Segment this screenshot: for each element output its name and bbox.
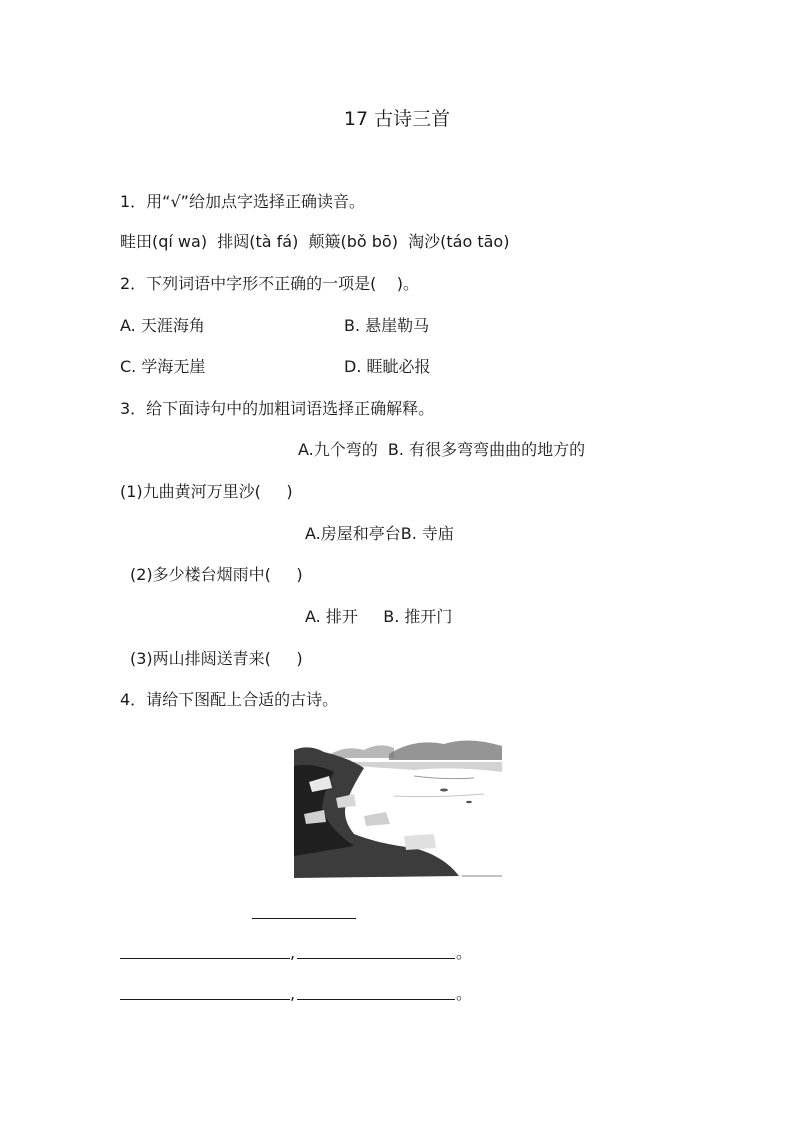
page-title: 17 古诗三首 [343,108,451,130]
question-2-option-a: A. 天涯海角 [120,316,205,335]
question-2-option-c: C. 学海无崖 [120,357,206,376]
comma-2: , [290,984,296,1003]
poem-line-1-second-blank[interactable] [297,958,455,959]
poem-line-2-second-blank[interactable] [297,999,455,1000]
landscape-illustration [294,736,502,878]
period-1: 。 [456,943,473,962]
question-3-options-2: A.房屋和亭台B. 寺庙 [305,524,454,543]
question-2-option-d: D. 睚眦必报 [344,357,431,376]
question-3-item-3: (3)两山排闼送青来( ) [130,649,303,668]
poem-title-blank[interactable] [252,918,356,919]
question-1-prompt: 1．用“√”给加点字选择正确读音。 [120,192,365,211]
question-3-prompt: 3．给下面诗句中的加粗词语选择正确解释。 [120,399,435,418]
question-3-options-3: A. 排开 B. 推开门 [305,607,453,626]
period-2: 。 [456,984,473,1003]
question-4-prompt: 4．请给下图配上合适的古诗。 [120,690,339,709]
question-3-options-1: A.九个弯的 B. 有很多弯弯曲曲的地方的 [298,440,586,459]
question-3-item-2: (2)多少楼台烟雨中( ) [130,565,303,584]
question-3-item-1: (1)九曲黄河万里沙( ) [120,482,293,501]
question-1-words: 畦田(qí wa) 排闼(tà fá) 颠簸(bǒ bō) 淘沙(táo tāo) [120,232,510,251]
question-2-option-b: B. 悬崖勒马 [344,316,430,335]
comma-1: , [290,943,296,962]
poem-line-2-first-blank[interactable] [120,999,290,1000]
poem-line-1-first-blank[interactable] [120,958,290,959]
question-2-prompt: 2．下列词语中字形不正确的一项是( )。 [120,274,420,293]
